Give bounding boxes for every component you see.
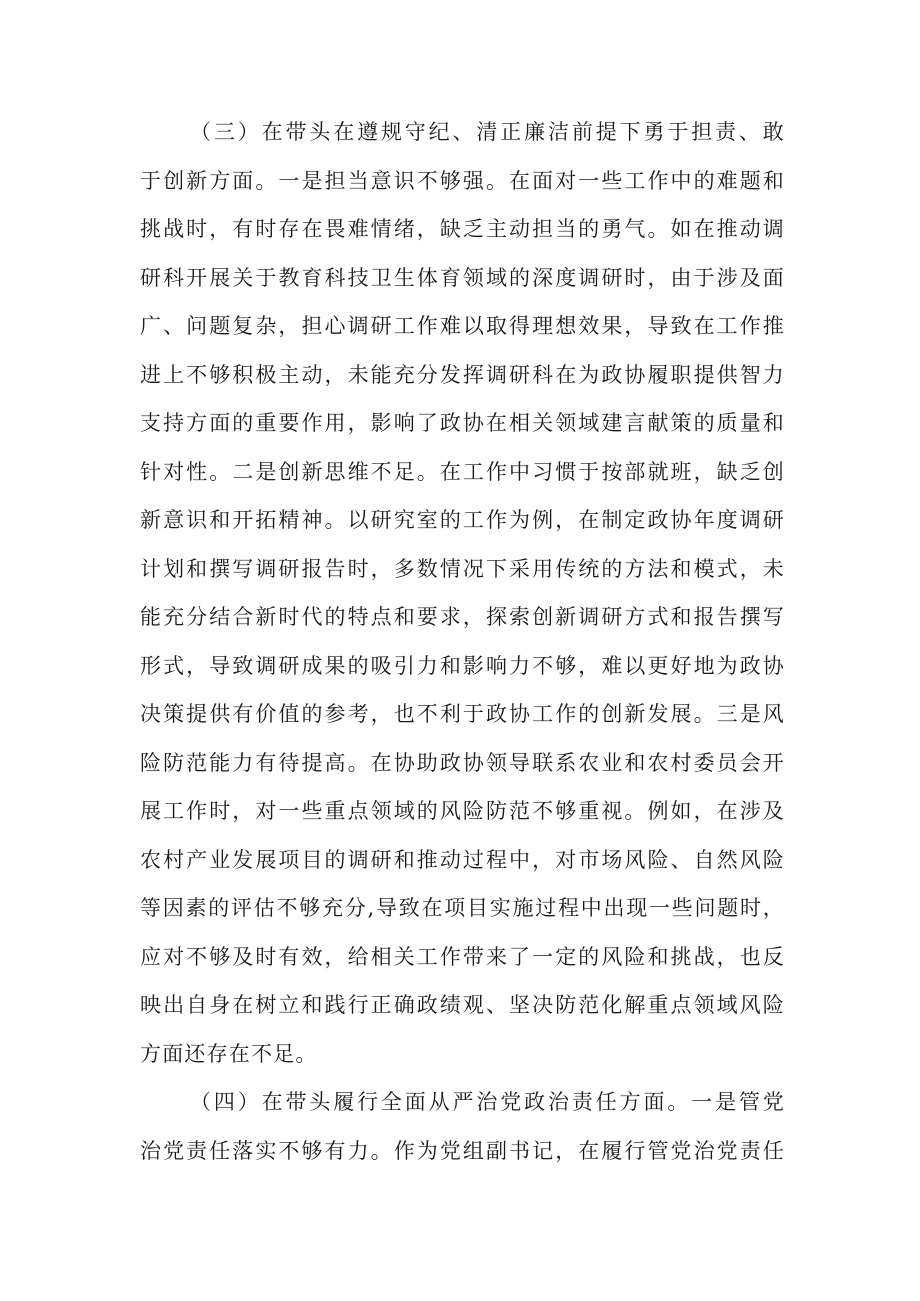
text-line: 险防范能力有待提高。在协助政协领导联系农业和农村委员会开 <box>140 750 785 775</box>
paragraph-section-3 <box>140 108 785 1078</box>
text-line: 治党责任落实不够有力。作为党组副书记，在履行管党治党责任 <box>140 1138 785 1163</box>
text-line: 挑战时，有时存在畏难情绪，缺乏主动担当的勇气。如在推动调 <box>140 217 785 241</box>
text-line: 映出自身在树立和践行正确政绩观、坚决防范化解重点领域风险 <box>140 993 785 1017</box>
text-line: 进上不够积极主动，未能充分发挥调研科在为政协履职提供智力 <box>140 362 785 387</box>
text-line: 展工作时，对一些重点领域的风险防范不够重视。例如，在涉及 <box>140 799 785 823</box>
text-line: 研科开展关于教育科技卫生体育领域的深度调研时，由于涉及面 <box>140 265 785 290</box>
text-line: 应对不够及时有效，给相关工作带来了一定的风险和挑战，也反 <box>140 944 785 969</box>
text-line: 决策提供有价值的参考，也不利于政协工作的创新发展。三是风 <box>140 702 785 726</box>
text-line: 形式，导致调研成果的吸引力和影响力不够，难以更好地为政协 <box>140 653 785 678</box>
text-line: 能充分结合新时代的特点和要求，探索创新调研方式和报告撰写 <box>140 605 785 629</box>
document-body <box>140 108 785 1175</box>
text-line: 支持方面的重要作用，影响了政协在相关领域建言献策的质量和 <box>140 411 785 435</box>
text-line: 广、问题复杂，担心调研工作难以取得理想效果，导致在工作推 <box>140 314 785 338</box>
text-line: 针对性。二是创新思维不足。在工作中习惯于按部就班，缺乏创 <box>140 459 785 484</box>
text-line: （四）在带头履行全面从严治党政治责任方面。一是管党 <box>190 1090 785 1114</box>
text-line: 方面还存在不足。 <box>140 1041 318 1066</box>
text-line: 农村产业发展项目的调研和推动过程中，对市场风险、自然风险 <box>140 847 785 872</box>
text-line: 等因素的评估不够充分,导致在项目实施过程中出现一些问题时， <box>140 896 785 920</box>
text-line: 计划和撰写调研报告时，多数情况下采用传统的方法和模式，未 <box>140 556 785 581</box>
text-line: 新意识和开拓精神。以研究室的工作为例，在制定政协年度调研 <box>140 508 785 532</box>
paragraph-section-4 <box>140 1078 785 1175</box>
text-line: （三）在带头在遵规守纪、清正廉洁前提下勇于担责、敢 <box>190 120 785 144</box>
text-line: 于创新方面。一是担当意识不够强。在面对一些工作中的难题和 <box>140 168 785 193</box>
